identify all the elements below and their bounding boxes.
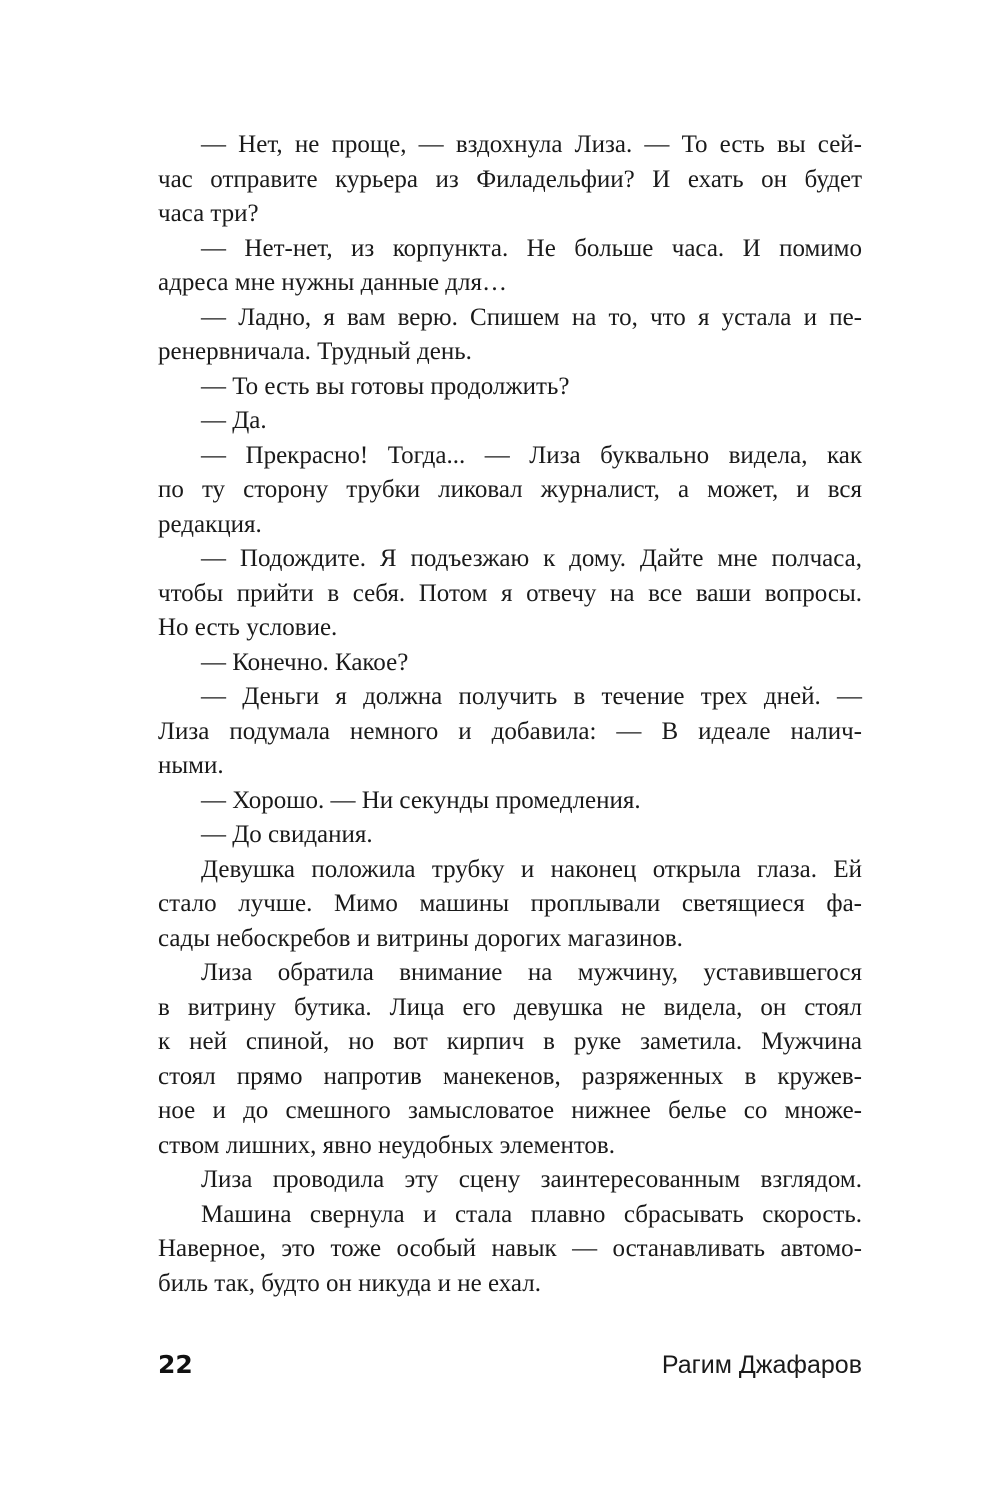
text-line: час отправите курьера из Филадельфии? И ехать он будет [158,165,862,193]
text-line: Лиза проводила эту сцену заинтересованным взглядом. [201,1166,862,1193]
text-line: — Ладно, я вам верю. Спишем на то, что я устала и пе- [201,303,862,331]
text-line: — Конечно. Какое? [201,648,409,676]
text-line: в витрину бутика. Лица его девушка не видела, он стоял [158,993,862,1021]
text-line: стоял прямо напротив манекенов, разряженных в кружев- [158,1062,862,1090]
text-line: чтобы прийти в себя. Потом я отвечу на все ваши вопросы. [158,579,862,607]
text-line: к ней спиной, но вот кирпич в руке заметила. Мужчина [158,1028,862,1055]
text-line: сады небоскребов и витрины дорогих магазинов. [158,924,683,952]
text-line: — Деньги я должна получить в течение трех дней. — [201,683,862,710]
text-line: — То есть вы готовы продолжить? [201,372,570,400]
text-line: редакция. [158,510,262,538]
text-line: Девушка положила трубку и наконец открыла глаза. Ей [201,855,862,883]
text-line: ное и до смешного замысловатое нижнее белье со множе- [158,1097,862,1124]
text-line: стало лучше. Мимо машины проплывали светящиеся фа- [158,890,862,917]
text-line: Наверное, это тоже особый навык — останавливать автомо- [158,1235,862,1262]
text-line: Но есть условие. [158,614,338,641]
text-line: ством лишних, явно неудобных элементов. [158,1131,615,1159]
body-text [158,128,862,1301]
text-line: часа три? [158,200,259,227]
text-line: — Да. [201,407,267,434]
text-line: — Нет, не проще, — вздохнула Лиза. — То есть вы сей- [201,131,862,158]
text-line: биль так, будто он никуда и не ехал. [158,1269,541,1297]
text-line: Машина свернула и стала плавно сбрасывать скорость. [201,1200,862,1228]
page-number: 22 [158,1350,193,1379]
text-line: адреса мне нужны данные для… [158,269,507,296]
text-line: ными. [158,752,224,779]
text-line: — Хорошо. — Ни секунды промедления. [201,786,641,814]
page-footer [158,1347,862,1383]
text-line: — Подождите. Я подъезжаю к дому. Дайте мне полчаса, [201,545,862,572]
text-line: — Прекрасно! Тогда... — Лиза буквально видела, как [201,441,862,469]
text-line: Лиза подумала немного и добавила: — В идеале налич- [158,717,862,745]
running-footer-author: Рагим Джафаров [661,1351,862,1379]
text-line: Лиза обратила внимание на мужчину, уставившегося [201,959,862,986]
text-line: — Нет-нет, из корпункта. Не больше часа. И помимо [201,234,862,262]
text-line: по ту сторону трубки ликовал журналист, а может, и вся [158,476,862,503]
text-line: ренервничала. Трудный день. [158,338,472,365]
text-line: — До свидания. [201,821,373,848]
